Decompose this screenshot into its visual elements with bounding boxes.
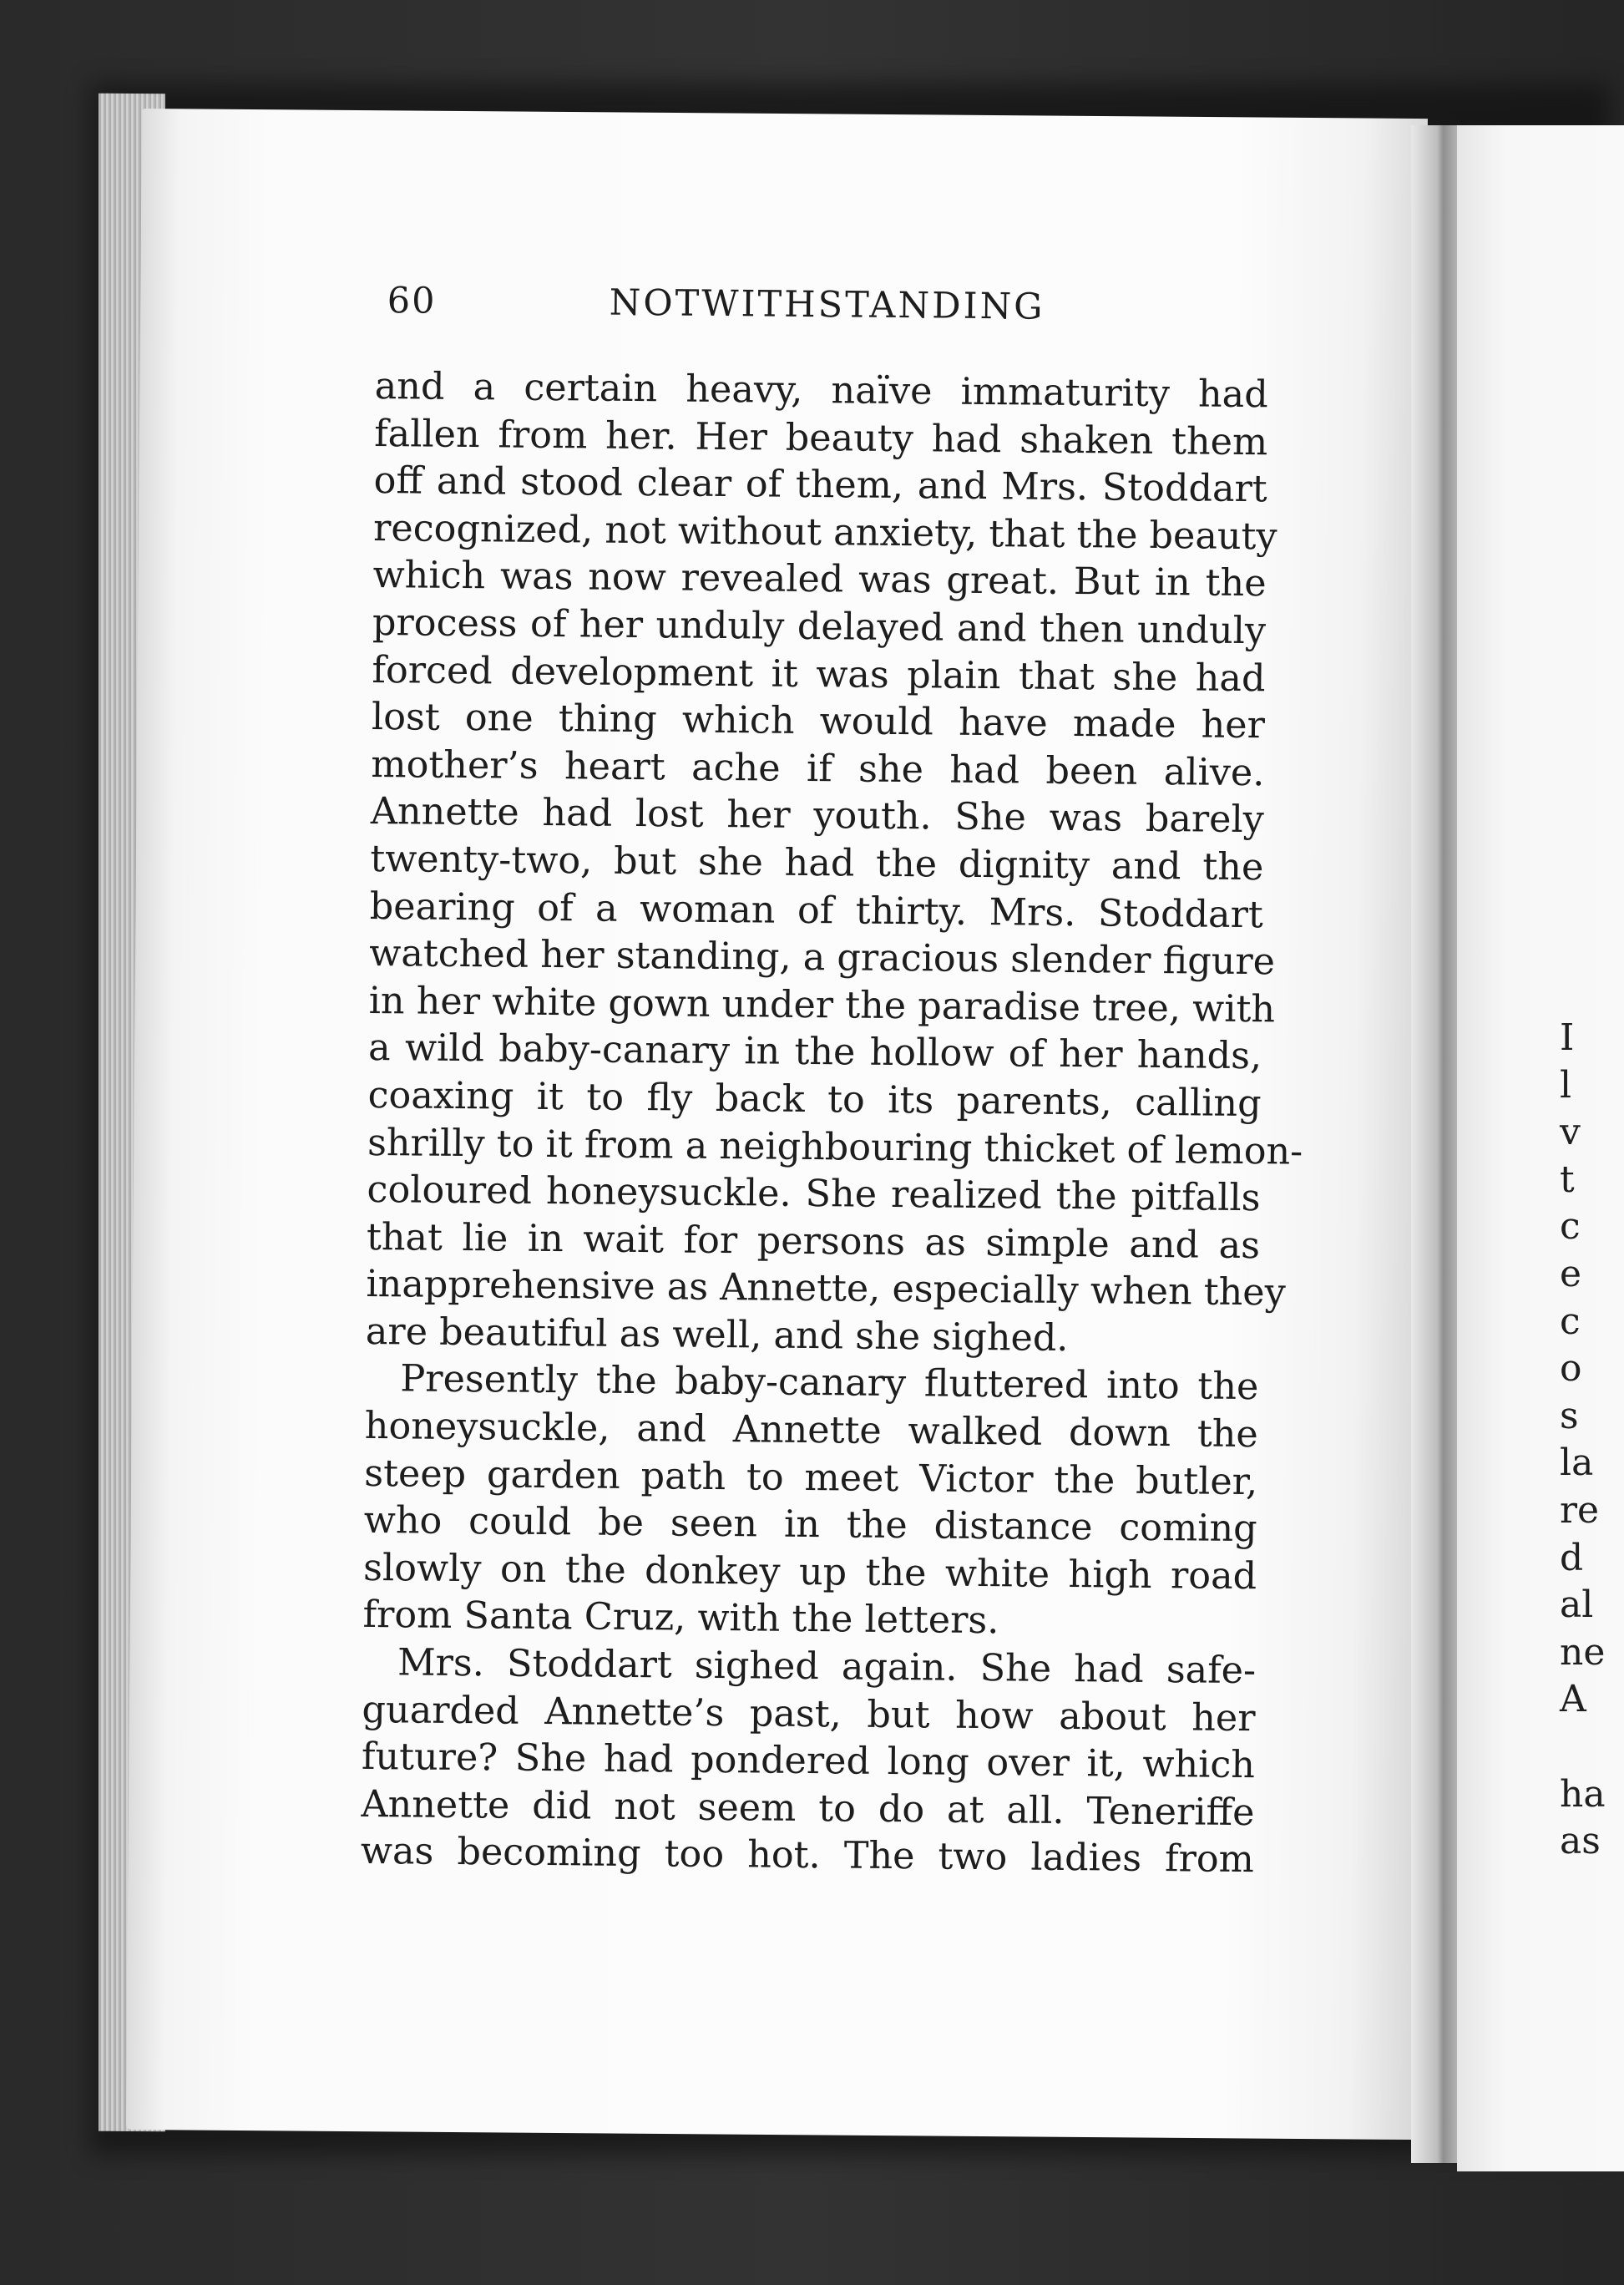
page-number: 60 xyxy=(387,280,437,322)
text-line: forced development it was plain that she had xyxy=(372,648,1266,700)
facing-line: A xyxy=(1560,1678,1586,1721)
text-line: watched her standing, a gracious slender figure xyxy=(369,932,1276,984)
text-line: in her white gown under the paradise tree, with xyxy=(368,979,1276,1031)
text-line: inapprehensive as Annette, especially when they xyxy=(366,1263,1287,1315)
text-line: lost one thing which would have made her xyxy=(371,696,1266,747)
text-line: coloured honeysuckle. She realized the pitfalls xyxy=(367,1168,1261,1220)
text-line: who could be seen in the distance coming xyxy=(363,1499,1257,1551)
text-line: and a certain heavy, naïve immaturity had xyxy=(374,364,1268,417)
text-line: Annette did not seem to do at all. Teneriffe xyxy=(361,1782,1255,1834)
facing-line: la xyxy=(1560,1441,1594,1485)
facing-line: s xyxy=(1560,1394,1579,1437)
text-line: future? She had pondered long over it, which xyxy=(361,1735,1256,1787)
text-line: recognized, not without anxiety, that the beauty xyxy=(372,506,1277,559)
body-text xyxy=(360,363,1303,1884)
paragraph-gap xyxy=(1560,1724,1596,1771)
text-line: are beautiful as well, and she sighed. xyxy=(365,1310,1069,1360)
text-line: coaxing it to fly back to its parents, calling xyxy=(367,1073,1262,1126)
facing-line: v xyxy=(1560,1111,1581,1154)
text-line: slowly on the donkey up the white high road xyxy=(362,1546,1257,1598)
right-page xyxy=(1457,125,1624,2171)
text-line: fallen from her. Her beauty had shaken them xyxy=(373,412,1268,464)
text-line: which was now revealed was great. But in the xyxy=(372,554,1267,605)
text-line: off and stood clear of them, and Mrs. Stoddart xyxy=(373,459,1267,511)
facing-line: al xyxy=(1560,1583,1594,1627)
text-line: Annette had lost her youth. She was barely xyxy=(370,790,1265,842)
running-head xyxy=(375,280,1269,347)
facing-line: ha xyxy=(1560,1772,1606,1816)
facing-page-text xyxy=(1560,1015,1606,1866)
text-line: shrilly to it from a neighbouring thicket of lemon- xyxy=(367,1121,1303,1173)
text-line: mother’s heart ache if she had been alive. xyxy=(371,742,1265,794)
text-line: a wild baby-canary in the hollow of her hands, xyxy=(367,1026,1262,1078)
text-line: bearing of a woman of thirty. Mrs. Stoddart xyxy=(369,884,1263,936)
facing-line: c xyxy=(1560,1205,1581,1249)
facing-line: t xyxy=(1560,1158,1575,1201)
book-title: NOTWITHSTANDING xyxy=(609,281,1045,328)
facing-line: I xyxy=(1560,1016,1575,1059)
text-line: steep garden path to meet Victor the butler, xyxy=(364,1452,1258,1503)
text-line: Mrs. Stoddart sighed again. She had safe- xyxy=(397,1641,1257,1693)
facing-line: c xyxy=(1560,1300,1581,1343)
facing-line: re xyxy=(1560,1488,1600,1532)
text-line: process of her unduly delayed and then unduly xyxy=(372,600,1267,653)
facing-line: l xyxy=(1560,1063,1572,1107)
text-line: that lie in wait for persons as simple and as xyxy=(366,1215,1261,1267)
facing-line: o xyxy=(1560,1347,1582,1391)
text-line: was becoming too hot. The two ladies from xyxy=(360,1830,1255,1882)
facing-line: as xyxy=(1560,1820,1601,1863)
text-line: from Santa Cruz, with the letters. xyxy=(362,1593,999,1643)
text-line: guarded Annette’s past, but how about her xyxy=(362,1688,1256,1740)
text-line: twenty-two, but she had the dignity and the xyxy=(370,837,1264,889)
page-text-block xyxy=(360,280,1303,1884)
facing-line: e xyxy=(1560,1252,1582,1295)
text-line: Presently the baby-canary fluttered into the xyxy=(400,1357,1259,1409)
facing-line: d xyxy=(1560,1536,1584,1579)
facing-line: ne xyxy=(1560,1630,1606,1674)
text-line: honeysuckle, and Annette walked down the xyxy=(364,1405,1259,1457)
